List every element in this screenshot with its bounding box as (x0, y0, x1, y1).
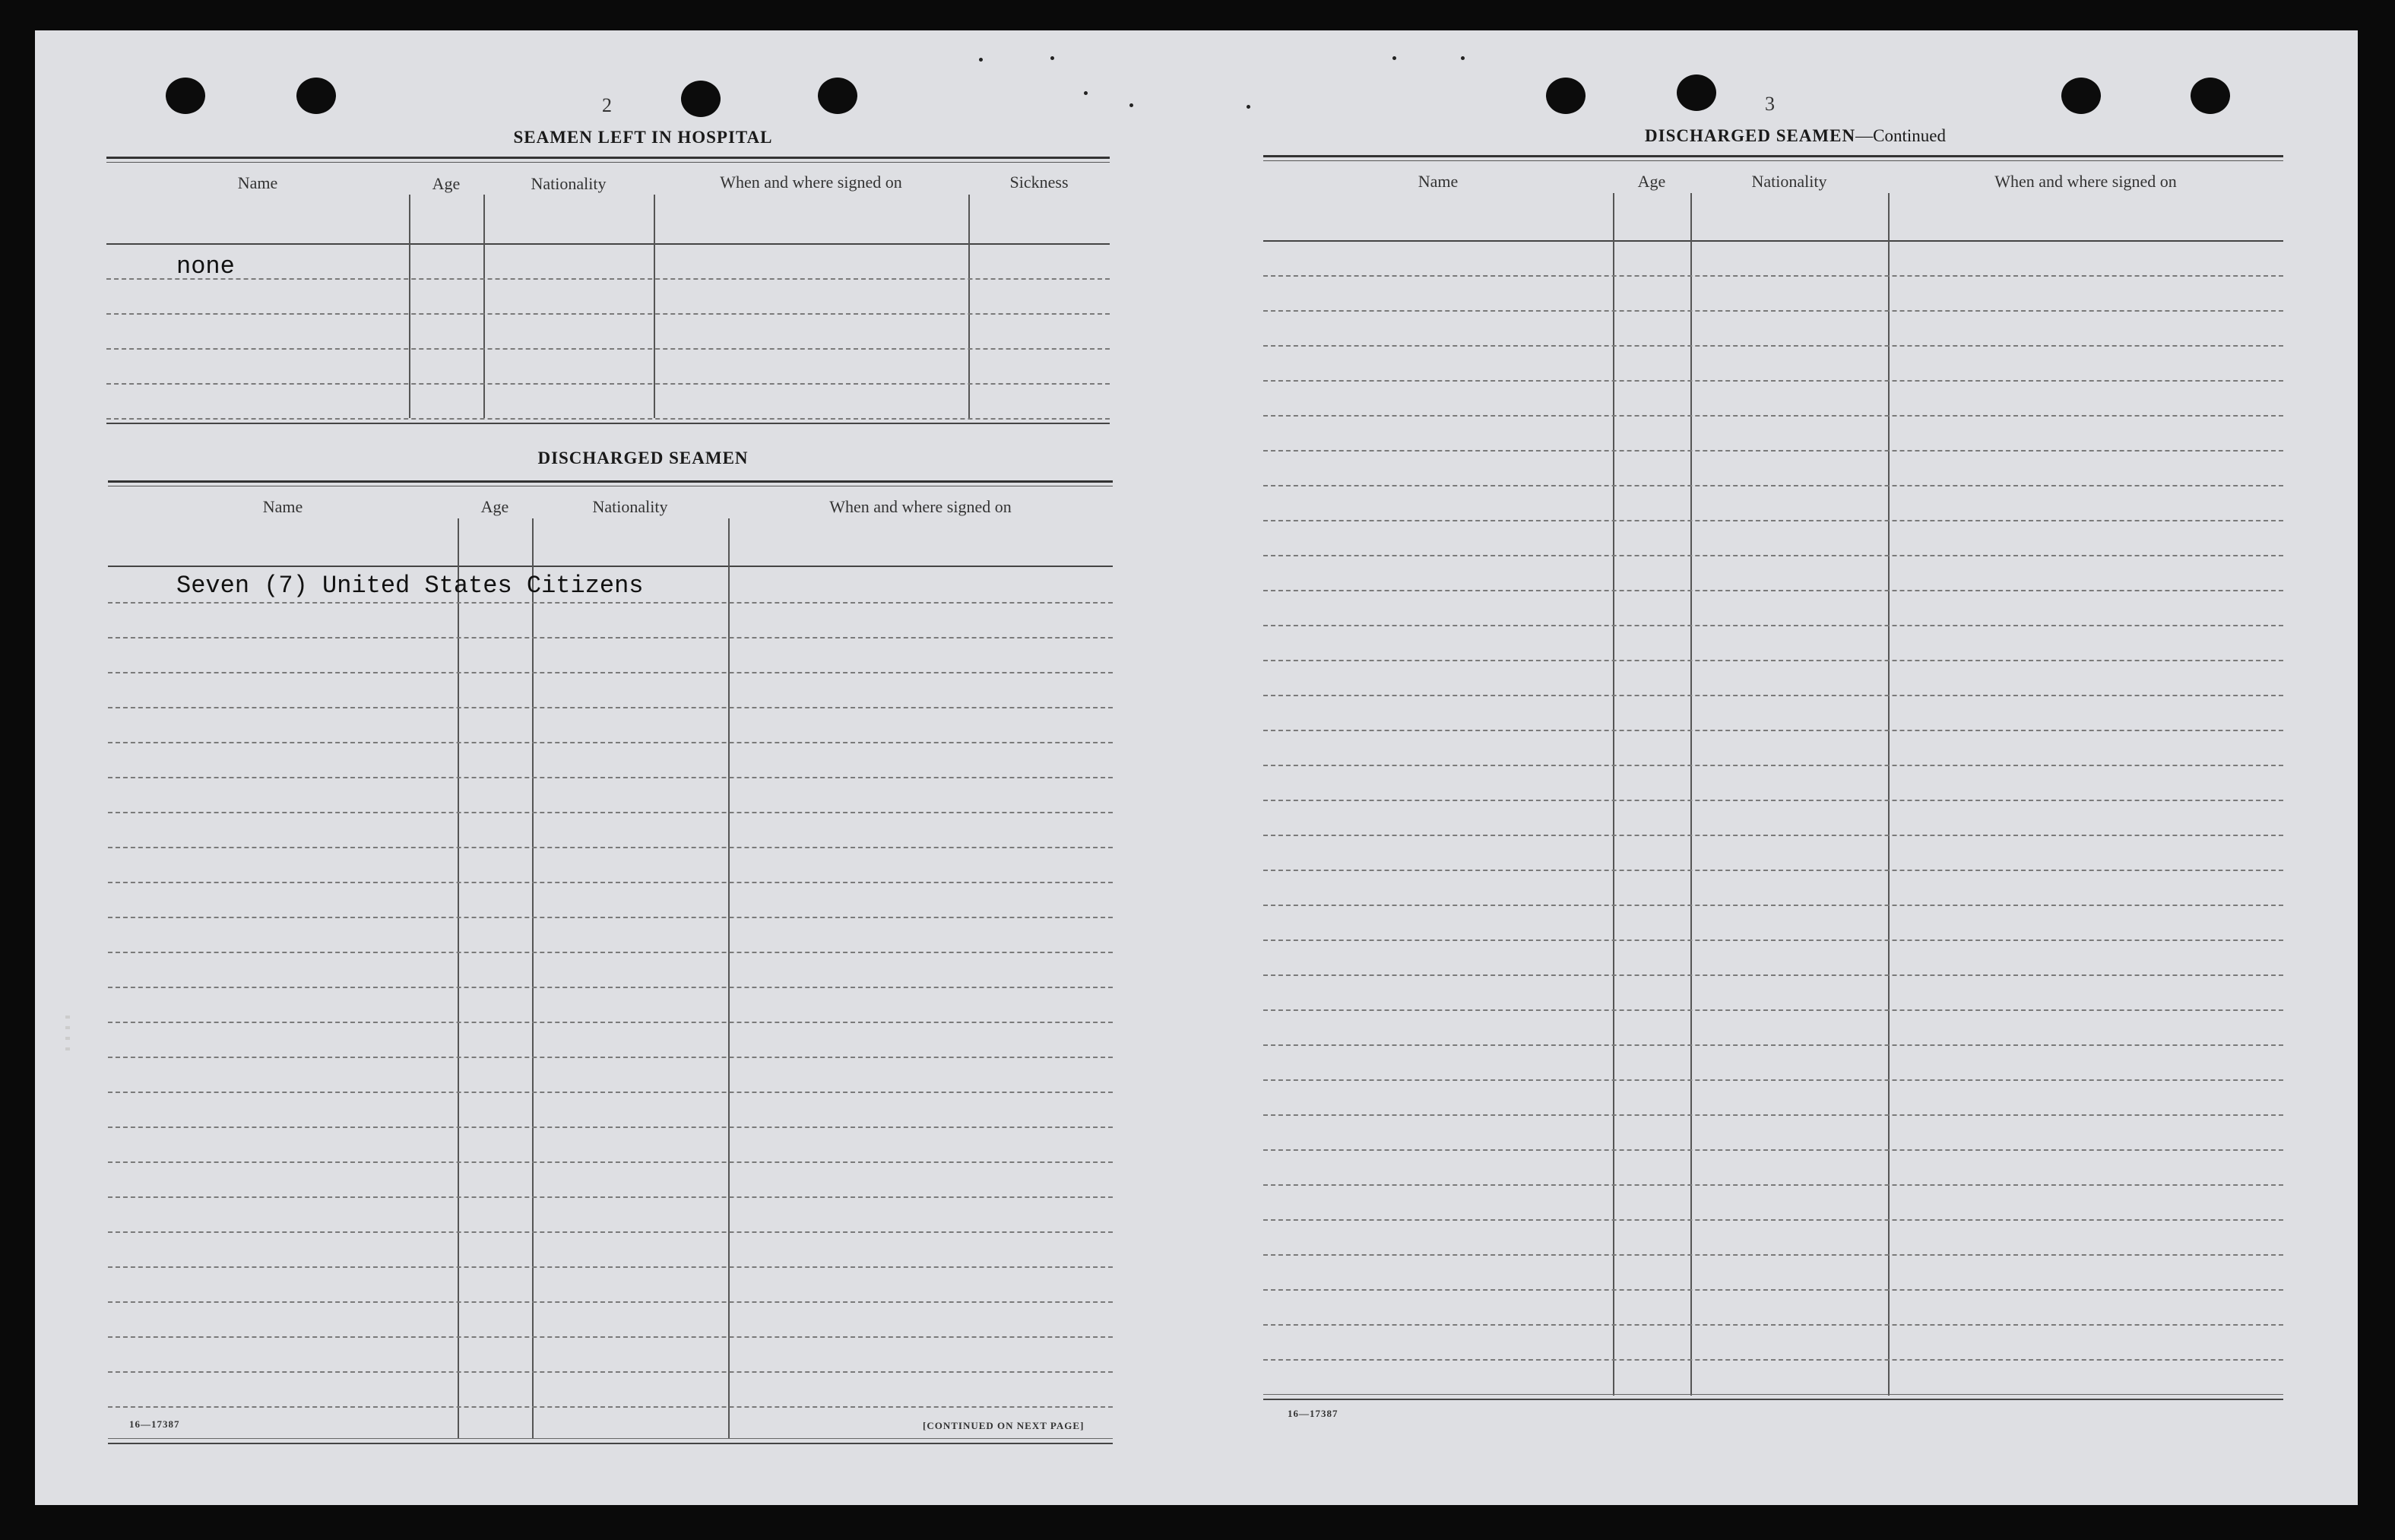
table-row (1263, 380, 2283, 382)
table-row (1263, 1079, 2283, 1081)
table-row (1263, 345, 2283, 347)
col-header-signed-on: When and where signed on (1994, 172, 2177, 191)
punch-hole-icon (166, 78, 205, 114)
discharged-table (108, 480, 1113, 1446)
col-header-nationality: Nationality (1751, 172, 1827, 191)
table-row (1263, 415, 2283, 417)
col-header-signed-on: When and where signed on (720, 173, 902, 192)
table-row (108, 812, 1113, 813)
table-row (1263, 625, 2283, 626)
table-row (1263, 555, 2283, 556)
hospital-section-title: SEAMEN LEFT IN HOSPITAL (513, 128, 773, 147)
table-row (1263, 1289, 2283, 1291)
col-header-name: Name (262, 497, 303, 516)
punch-hole-icon (681, 81, 721, 117)
speck-mark (1461, 56, 1465, 60)
col-header-nationality: Nationality (592, 497, 668, 516)
page-number-left: 2 (602, 94, 612, 116)
speck-mark (1129, 103, 1133, 107)
table-row (108, 672, 1113, 673)
table-row (108, 1126, 1113, 1128)
table-row (108, 1057, 1113, 1058)
table-row (108, 777, 1113, 778)
table-row (1263, 1149, 2283, 1151)
discharged-continued-table (1263, 155, 2283, 1402)
table-row (1263, 520, 2283, 521)
table-row (106, 278, 1110, 280)
speck-mark (1392, 56, 1396, 60)
speck-mark (1050, 56, 1054, 60)
table-row (108, 637, 1113, 638)
table-row (1263, 660, 2283, 661)
col-header-age: Age (432, 174, 461, 193)
table-row (108, 847, 1113, 848)
table-row (108, 1371, 1113, 1373)
table-row (108, 987, 1113, 988)
table-row (1263, 590, 2283, 591)
punch-hole-icon (1677, 74, 1716, 111)
table-row (1263, 835, 2283, 836)
table-row (108, 1301, 1113, 1303)
table-row (106, 348, 1110, 350)
continued-note: [CONTINUED ON NEXT PAGE] (923, 1420, 1085, 1431)
speck-mark (1247, 105, 1250, 109)
table-row (1263, 1044, 2283, 1046)
table-row (106, 418, 1110, 420)
table-row (108, 602, 1113, 604)
table-row (1263, 485, 2283, 486)
table-row (1263, 450, 2283, 452)
col-header-nationality: Nationality (531, 174, 607, 193)
table-row (1263, 765, 2283, 766)
right-section-title (1522, 126, 2069, 146)
table-row (106, 313, 1110, 315)
speck-mark (979, 58, 983, 62)
table-row (108, 1406, 1113, 1408)
right-section-title-text: DISCHARGED SEAMEN (1645, 126, 1856, 145)
col-header-age: Age (1637, 172, 1666, 191)
table-row (1263, 310, 2283, 312)
punch-hole-icon (1546, 78, 1586, 114)
table-row (1263, 1324, 2283, 1326)
table-row (1263, 730, 2283, 731)
punch-hole-icon (818, 78, 857, 114)
table-row (1263, 870, 2283, 871)
table-row (108, 1092, 1113, 1093)
right-section-title-suffix: —Continued (1855, 126, 1946, 145)
margin-marks (65, 1016, 70, 1058)
punch-hole-icon (296, 78, 336, 114)
table-row (108, 882, 1113, 883)
document-sheet (35, 30, 2358, 1505)
table-row (108, 917, 1113, 918)
speck-mark (1084, 91, 1088, 95)
hospital-entry: none (176, 252, 235, 280)
table-row (1263, 275, 2283, 277)
table-row (1263, 974, 2283, 976)
col-header-age: Age (480, 497, 509, 516)
col-header-name: Name (237, 173, 278, 192)
table-row (108, 1161, 1113, 1163)
table-row (1263, 1254, 2283, 1256)
table-row (108, 1266, 1113, 1268)
table-row (108, 1231, 1113, 1233)
hospital-table (106, 157, 1110, 429)
table-row (1263, 905, 2283, 906)
table-row (1263, 940, 2283, 941)
table-row (1263, 695, 2283, 696)
form-number-left: 16—17387 (129, 1418, 180, 1430)
table-row (108, 707, 1113, 708)
col-header-name: Name (1418, 172, 1459, 191)
punch-hole-icon (2061, 78, 2101, 114)
table-row (1263, 1359, 2283, 1361)
table-row (106, 383, 1110, 385)
table-row (108, 742, 1113, 743)
punch-hole-icon (2191, 78, 2230, 114)
col-header-signed-on: When and where signed on (829, 497, 1012, 516)
discharged-entry: Seven (7) United States Citizens (176, 572, 644, 600)
discharged-section-title: DISCHARGED SEAMEN (537, 448, 749, 467)
table-row (1263, 1114, 2283, 1116)
table-row (108, 952, 1113, 953)
col-header-sickness: Sickness (1009, 173, 1069, 192)
table-row (1263, 1184, 2283, 1186)
table-row (1263, 800, 2283, 801)
form-number-right: 16—17387 (1288, 1408, 1338, 1419)
page-number-right: 3 (1765, 93, 1775, 115)
table-row (108, 1022, 1113, 1023)
table-row (108, 1196, 1113, 1198)
table-row (1263, 1009, 2283, 1011)
table-row (108, 1336, 1113, 1338)
table-row (1263, 1219, 2283, 1221)
